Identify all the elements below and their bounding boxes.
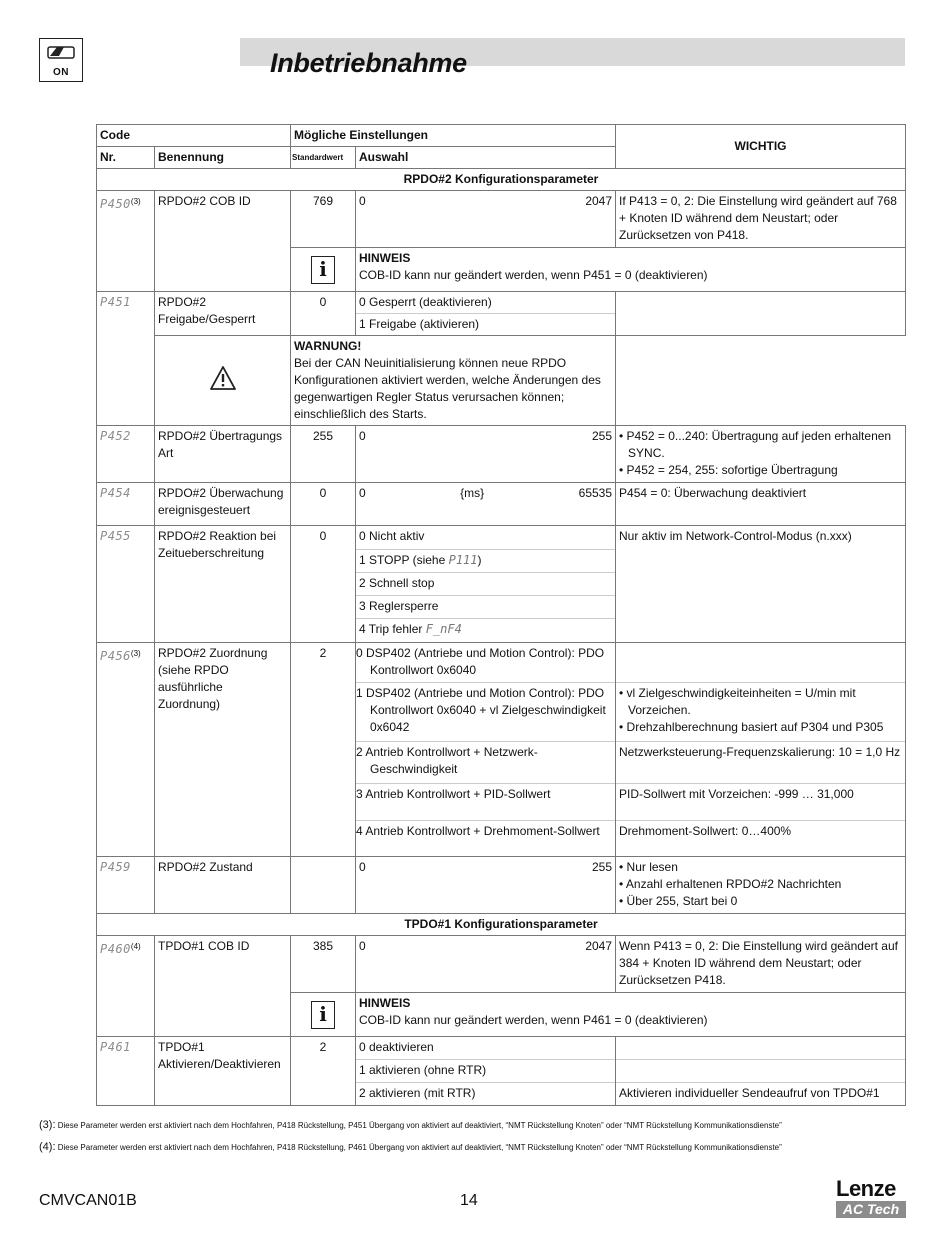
param-name: RPDO#2 Übertragungs Art [155, 426, 291, 483]
param-code: P461 [100, 1040, 131, 1054]
range-min: 0 [359, 194, 366, 208]
param-name: RPDO#2 Freigabe/Gesperrt [155, 292, 291, 336]
param-default: 2 [291, 643, 356, 857]
section-title: RPDO#2 Konfigurationsparameter [97, 169, 906, 191]
info-icon: i [311, 256, 335, 284]
param-default: 385 [291, 936, 356, 993]
option: 1 DSP402 (Antriebe und Motion Control): PDO Kontrollwort 0x6040 + vl Zielgeschwindigkeit 0x6042 [356, 683, 616, 742]
notice-title: HINWEIS [359, 996, 411, 1010]
param-default: 0 [291, 292, 356, 336]
range-min: 0 [359, 939, 366, 953]
param-code: P450$^{(3)}$ [100, 197, 141, 211]
param-note: PID-Sollwert mit Vorzeichen: -999 … 31,000 [616, 784, 906, 821]
header-code: Code [97, 125, 291, 147]
param-name: TPDO#1 Aktivieren/Deaktivieren [155, 1037, 291, 1106]
on-label: ON [53, 67, 69, 78]
note-bullet: • Anzahl erhaltenen RPDO#2 Nachrichten [619, 877, 842, 891]
option: 1 STOPP (siehe P111) [356, 550, 616, 573]
range-unit: {ms} [460, 486, 485, 500]
document-id: CMVCAN01B [39, 1192, 137, 1209]
footnote: (3): Diese Parameter werden erst aktiviert nach dem Hochfahren, P418 Rückstellung, P451 Übergang von aktiviert auf deaktiviert, “NMT Rückstellung Knoten” oder “NMT Rückstellung Kommunikationsdienste” [39, 1119, 782, 1131]
range-min: 0 [359, 486, 366, 500]
note-bullet: • Nur lesen [619, 860, 678, 874]
header-important: WICHTIG [616, 125, 906, 169]
table-row [97, 191, 906, 248]
range-max: 2047 [585, 939, 613, 953]
range-max: 255 [591, 860, 613, 874]
option: 2 Antrieb Kontrollwort + Netzwerk-Geschwindigkeit [356, 742, 616, 784]
option: 2 aktivieren (mit RTR) [356, 1083, 616, 1106]
header-nr: Nr. [97, 147, 155, 169]
table-row [97, 643, 906, 683]
note-bullet: • P452 = 254, 255: sofortige Übertragung [619, 463, 838, 477]
table-row [97, 936, 906, 993]
range-max: 65535 [578, 486, 613, 500]
param-note: Drehmoment-Sollwert: 0…400% [616, 821, 906, 857]
param-note: Aktivieren individueller Sendeaufruf von TPDO#1 [616, 1083, 906, 1106]
param-code: P460$^{(4)}$ [100, 942, 141, 956]
warning-text: Bei der CAN Neuinitialisierung können neue RPDO Konfigurationen aktiviert werden, welche Änderungen des gegenwartigen Regler Status verursachen können; einschließlich des Starts. [294, 356, 601, 421]
range-max: 255 [591, 429, 613, 443]
param-code: P451 [100, 295, 131, 309]
table-header-row [97, 125, 906, 147]
table-row [97, 1037, 906, 1060]
warning-icon [209, 365, 237, 391]
toggle-switch-icon [47, 44, 75, 60]
param-default: 769 [291, 191, 356, 248]
table-row [97, 857, 906, 914]
table-row [97, 483, 906, 526]
footnote: (4): Diese Parameter werden erst aktiviert nach dem Hochfahren, P418 Rückstellung, P461 Übergang von aktiviert auf deaktiviert, “NMT Rückstellung Knoten” oder “NMT Rückstellung Kommunikationsdienste” [39, 1141, 782, 1153]
header-name: Benennung [155, 147, 291, 169]
option: 0 DSP402 (Antriebe und Motion Control): PDO Kontrollwort 0x6040 [356, 643, 616, 683]
param-note: Wenn P413 = 0, 2: Die Einstellung wird geändert auf 384 + Knoten ID während dem Neustart; oder Zurücksetzen P418. [616, 936, 906, 993]
note-bullet: • P452 = 0...240: Übertragung auf jeden erhaltenen SYNC. [619, 429, 892, 460]
fault-code: F_nF4 [425, 622, 462, 636]
option: 0 deaktivieren [356, 1037, 616, 1060]
header-settings: Mögliche Einstellungen [291, 125, 616, 147]
notice-text: COB-ID kann nur geändert werden, wenn P461 = 0 (deaktivieren) [359, 1013, 708, 1027]
range-max: 2047 [585, 194, 613, 208]
header-selection: Auswahl [356, 147, 616, 169]
param-note: P454 = 0: Überwachung deaktiviert [616, 483, 906, 526]
param-default: 0 [291, 526, 356, 643]
table-row [97, 426, 906, 483]
param-name: RPDO#2 Überwachung ereignisgesteuert [155, 483, 291, 526]
param-code: P459 [100, 860, 131, 874]
header-default: Standardwert [291, 147, 356, 169]
range-min: 0 [359, 429, 366, 443]
section-title: TPDO#1 Konfigurationsparameter [97, 914, 906, 936]
notice-title: HINWEIS [359, 251, 411, 265]
option: 3 Antrieb Kontrollwort + PID-Sollwert [356, 784, 616, 821]
param-name: RPDO#2 Zuordnung (siehe RPDO ausführliche Zuordnung) [155, 643, 291, 857]
param-default: 255 [291, 426, 356, 483]
param-name: RPDO#2 Zustand [155, 857, 291, 914]
param-name: RPDO#2 Reaktion bei Zeitueberschreitung [155, 526, 291, 643]
notice-text: COB-ID kann nur geändert werden, wenn P451 = 0 (deaktivieren) [359, 268, 708, 282]
option: 1 aktivieren (ohne RTR) [356, 1060, 616, 1083]
parameter-table [96, 124, 906, 1106]
page-number: 14 [460, 1192, 478, 1209]
table-row [97, 292, 906, 314]
info-icon: i [311, 1001, 335, 1029]
on-switch-icon [39, 38, 83, 82]
param-default: 0 [291, 483, 356, 526]
page-title: Inbetriebnahme [270, 48, 467, 78]
option: 1 Freigabe (aktivieren) [356, 314, 616, 336]
param-code: P456$^{(3)}$ [100, 649, 141, 663]
option: 0 Gesperrt (deaktivieren) [356, 292, 616, 314]
param-note: Netzwerksteuerung-Frequenzskalierung: 10 = 1,0 Hz [616, 742, 906, 784]
param-ref-code: P111 [448, 553, 478, 567]
param-note: If P413 = 0, 2: Die Einstellung wird geändert auf 768 + Knoten ID während dem Neustart; oder Zurücksetzen von P418. [616, 191, 906, 248]
param-code: P455 [100, 529, 131, 543]
param-name: RPDO#2 COB ID [155, 191, 291, 292]
warning-title: WARNUNG! [294, 339, 362, 353]
option: 4 Antrieb Kontrollwort + Drehmoment-Sollwert [356, 821, 616, 857]
param-code: P452 [100, 429, 131, 443]
note-bullet: • Drehzahlberechnung basiert auf P304 und P305 [619, 720, 884, 734]
note-bullet: • Über 255, Start bei 0 [619, 894, 738, 908]
section-row [97, 914, 906, 936]
table-row [97, 526, 906, 550]
param-default: 2 [291, 1037, 356, 1106]
param-note: Nur aktiv im Network-Control-Modus (n.xxx) [616, 526, 906, 643]
option: 0 Nicht aktiv [356, 526, 616, 550]
option: 4 Trip fehler F_nF4 [356, 619, 616, 643]
section-row [97, 169, 906, 191]
note-bullet: • vl Zielgeschwindigkeiteinheiten = U/min mit Vorzeichen. [619, 686, 856, 717]
option: 3 Reglersperre [356, 596, 616, 619]
lenze-logo: Lenze AC Tech [836, 1178, 906, 1218]
param-code: P454 [100, 486, 131, 500]
notice-row [97, 336, 906, 426]
range-min: 0 [359, 860, 366, 874]
option: 2 Schnell stop [356, 573, 616, 596]
param-name: TPDO#1 COB ID [155, 936, 291, 1037]
